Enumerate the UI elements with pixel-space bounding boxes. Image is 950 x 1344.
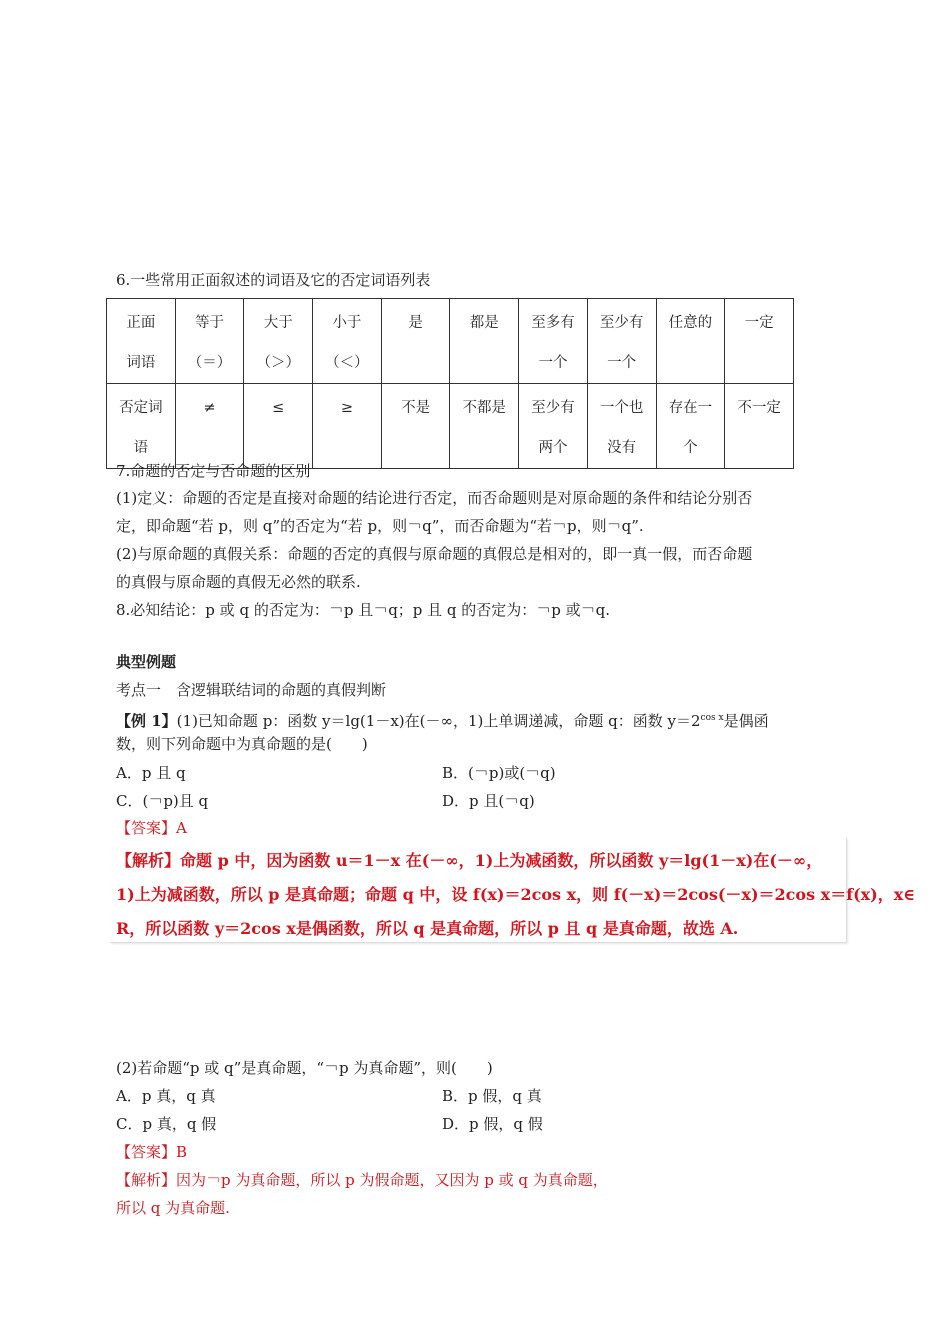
option-a: A．p 且 q	[116, 764, 186, 782]
table-cell: 否定词 语	[107, 384, 176, 469]
option-d: D．p 且(￢q)	[442, 792, 535, 810]
example-1-stem	[116, 708, 769, 731]
table-cell: ≤	[244, 384, 313, 469]
table-row	[107, 384, 794, 469]
section-8-text: 8.必知结论：p 或 q 的否定为：￢p 且￢q；p 且 q 的否定为：￢p 或￢q.	[116, 601, 611, 619]
example-text: 是偶函	[723, 712, 769, 730]
option-c: C．p 真，q 假	[116, 1115, 217, 1133]
examples-heading: 典型例题	[116, 653, 177, 671]
analysis-line: 【解析】命题 p 中，因为函数 u＝1－x 在(－∞，1)上为减函数，所以函数 y＝lg(1－x)在(－∞，	[116, 851, 823, 870]
table-cell: 任意的	[656, 299, 725, 384]
table-cell: 是	[381, 299, 450, 384]
table-cell: 小于 （＜）	[313, 299, 382, 384]
table-cell: 等于 （＝）	[175, 299, 244, 384]
section-7-paragraph: 定，即命题“若 p，则 q”的否定为“若 p，则￢q”，而否命题为“若￢p，则￢q”.	[116, 517, 644, 535]
analysis-line: 1)上为减函数，所以 p 是真命题；命题 q 中，设 f(x)＝2cos x，则 f(－x)＝2cos(－x)＝2cos x＝f(x)，x∈	[116, 885, 916, 904]
section-6-title: 6.一些常用正面叙述的词语及它的否定词语列表	[116, 271, 431, 289]
option-b: B．p 假，q 真	[442, 1087, 542, 1105]
option-c: C．(￢p)且 q	[116, 792, 209, 810]
table-cell: 至少有 两个	[519, 384, 588, 469]
question-2-stem: (2)若命题“p 或 q”是真命题，“￢p 为真命题”，则( )	[116, 1059, 493, 1077]
table-cell: 正面 词语	[107, 299, 176, 384]
analysis-line: 【解析】因为￢p 为真命题，所以 p 为假命题，又因为 p 或 q 为真命题，	[116, 1171, 608, 1189]
table-cell: 不一定	[725, 384, 794, 469]
section-7-title: 7.命题的否定与否命题的区别	[116, 462, 311, 480]
exponent: cos x	[700, 713, 724, 723]
negation-table	[106, 298, 794, 469]
table-cell: 不都是	[450, 384, 519, 469]
analysis-box	[110, 838, 916, 943]
table-cell: 都是	[450, 299, 519, 384]
answer-2: 【答案】B	[116, 1143, 188, 1161]
table-cell: 至多有 一个	[519, 299, 588, 384]
table-row	[107, 299, 794, 384]
example-text: (1)已知命题 p：函数 y＝lg(1－x)在(－∞，1)上单调递减，命题 q：函数 y＝2	[176, 712, 701, 730]
example-label: 【例 1】	[116, 712, 177, 730]
section-7-paragraph: 的真假与原命题的真假无必然的联系.	[116, 573, 361, 591]
analysis-line: 所以 q 为真命题.	[116, 1199, 230, 1217]
answer-1: 【答案】A	[116, 819, 187, 837]
table-cell: 一定	[725, 299, 794, 384]
table-cell: ≠	[175, 384, 244, 469]
topic-title: 考点一 含逻辑联结词的命题的真假判断	[116, 681, 387, 699]
table-cell: ≥	[313, 384, 382, 469]
table-cell: 至少有 一个	[587, 299, 656, 384]
option-d: D．p 假，q 假	[442, 1115, 543, 1133]
table-cell: 不是	[381, 384, 450, 469]
analysis-line: R，所以函数 y＝2cos x是偶函数，所以 q 是真命题，所以 p 且 q 是真命题，故选 A.	[116, 919, 739, 938]
section-7-paragraph: (2)与原命题的真假关系：命题的否定的真假与原命题的真假总是相对的，即一真一假，而否命题	[116, 545, 753, 563]
table-cell: 大于 （＞）	[244, 299, 313, 384]
option-a: A．p 真，q 真	[116, 1087, 216, 1105]
section-7-paragraph: (1)定义：命题的否定是直接对命题的结论进行否定，而否命题则是对原命题的条件和结论分别否	[116, 489, 753, 507]
example-1-stem: 数，则下列命题中为真命题的是( )	[116, 735, 368, 753]
table-cell: 存在一 个	[656, 384, 725, 469]
table-cell: 一个也 没有	[587, 384, 656, 469]
option-b: B．(￢p)或(￢q)	[442, 764, 556, 782]
